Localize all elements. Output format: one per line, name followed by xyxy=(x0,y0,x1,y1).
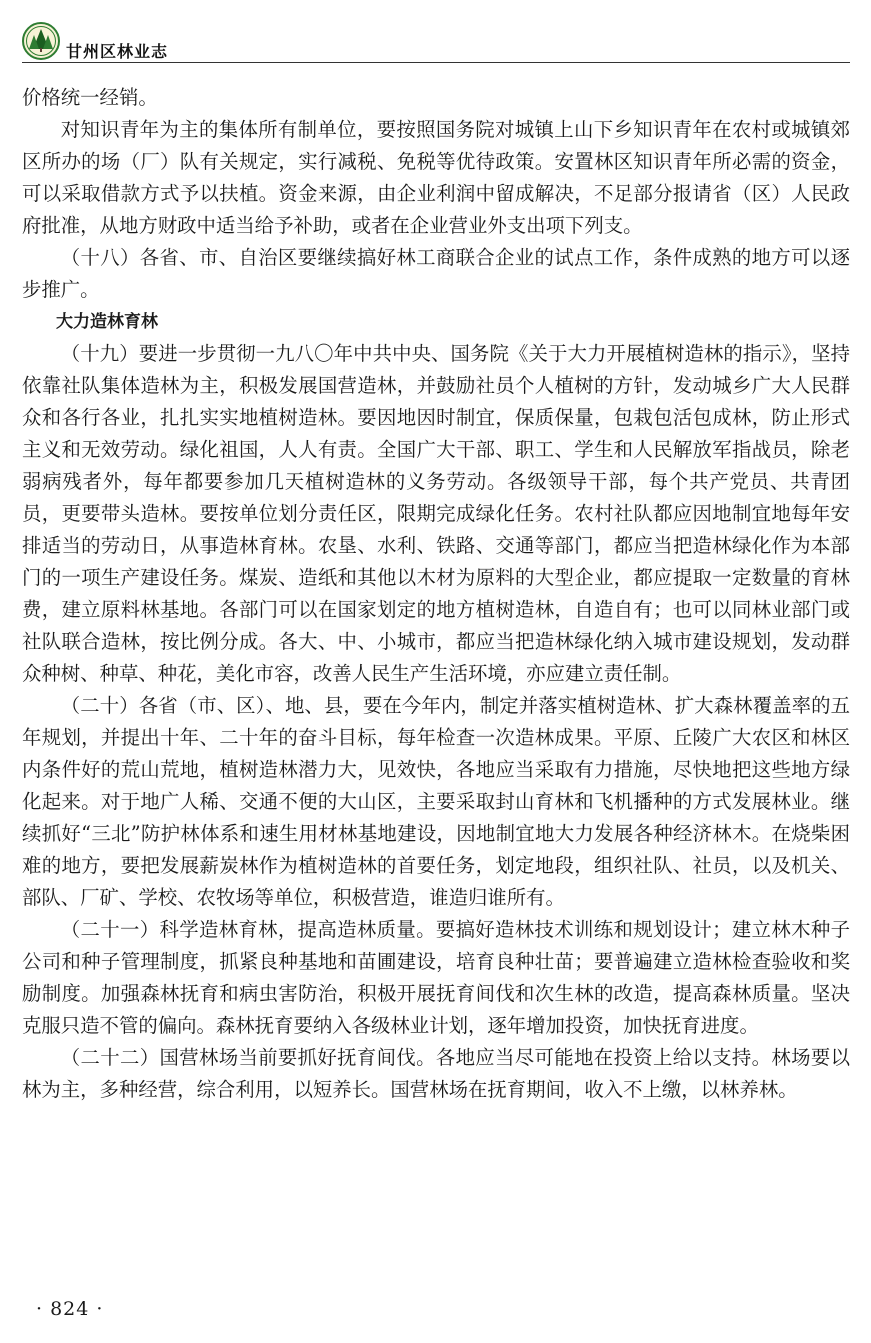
section-heading: 大力造林育林 xyxy=(56,312,158,332)
paragraph: （二十一）科学造林育林，提高造林质量。要搞好造林技术训练和规划设计；建立林木种子公司和种子管理制度，抓紧良种基地和苗圃建设，培育良种壮苗；要普遍建立造林检查验收和奖励制度。加强森林抚育和病虫害防治，积极开展抚育间伐和次生林的改造，提高森林质量。坚决克服只造不管的偏向。森林抚育要纳入各级林业计划，逐年增加投资，加快抚育进度。 xyxy=(22,918,850,1037)
page-body xyxy=(22,82,850,1106)
paragraph: （十九）要进一步贯彻一九八〇年中共中央、国务院《关于大力开展植树造林的指示》，坚持依靠社队集体造林为主，积极发展国营造林，并鼓励社员个人植树的方针，发动城乡广大人民群众和各行各业，扎扎实实地植树造林。要因地因时制宜，保质保量，包栽包活包成林，防止形式主义和无效劳动。绿化祖国，人人有责。全国广大干部、职工、学生和人民解放军指战员，除老弱病残者外，每年都要参加几天植树造林的义务劳动。各级领导干部，每个共产党员、共青团员，更要带头造林。要按单位划分责任区，限期完成绿化任务。农村社队都应因地制宜地每年安排适当的劳动日，从事造林育林。农垦、水利、铁路、交通等部门，都应当把造林绿化作为本部门的一项生产建设任务。煤炭、造纸和其他以木材为原料的大型企业，都应提取一定数量的育林费，建立原料林基地。各部门可以在国家划定的地方植树造林，自造自有；也可以同林业部门或社队联合造林，按比例分成。各大、中、小城市，都应当把造林绿化纳入城市建设规划，发动群众种树、种草、种花，美化市容，改善人民生产生活环境，亦应建立责任制。 xyxy=(22,342,850,685)
paragraph: （十八）各省、市、自治区要继续搞好林工商联合企业的试点工作，条件成熟的地方可以逐步推广。 xyxy=(22,246,850,301)
paragraph: 价格统一经销。 xyxy=(22,86,158,109)
book-title: 甘州区林业志 xyxy=(66,42,169,61)
paragraph: 对知识青年为主的集体所有制单位，要按照国务院对城镇上山下乡知识青年在农村或城镇郊区所办的场（厂）队有关规定，实行减税、免税等优待政策。安置林区知识青年所必需的资金，可以采取借款方式予以扶植。资金来源，由企业利润中留成解决，不足部分报请省（区）人民政府批准，从地方财政中适当给予补助，或者在企业营业外支出项下列支。 xyxy=(22,118,850,237)
page-number: · 824 · xyxy=(36,1298,104,1320)
paragraph: （二十二）国营林场当前要抓好抚育间伐。各地应当尽可能地在投资上给以支持。林场要以林为主，多种经营，综合利用，以短养长。国营林场在抚育期间，收入不上缴，以林养林。 xyxy=(22,1046,850,1101)
page-header xyxy=(22,22,850,62)
paragraph: （二十）各省（市、区）、地、县，要在今年内，制定并落实植树造林、扩大森林覆盖率的五年规划，并提出十年、二十年的奋斗目标，每年检查一次造林成果。平原、丘陵广大农区和林区内条件好的荒山荒地，植树造林潜力大，见效快，各地应当采取有力措施，尽快地把这些地方绿化起来。对于地广人稀、交通不便的大山区，主要采取封山育林和飞机播种的方式发展林业。继续抓好“三北”防护林体系和速生用材林基地建设，因地制宜地大力发展各种经济林木。在烧柴困难的地方，要把发展薪炭林作为植树造林的首要任务，划定地段，组织社队、社员，以及机关、部队、厂矿、学校、农牧场等单位，积极营造，谁造归谁所有。 xyxy=(22,694,850,909)
header-rule xyxy=(22,62,850,63)
forestry-logo-icon xyxy=(22,22,60,60)
